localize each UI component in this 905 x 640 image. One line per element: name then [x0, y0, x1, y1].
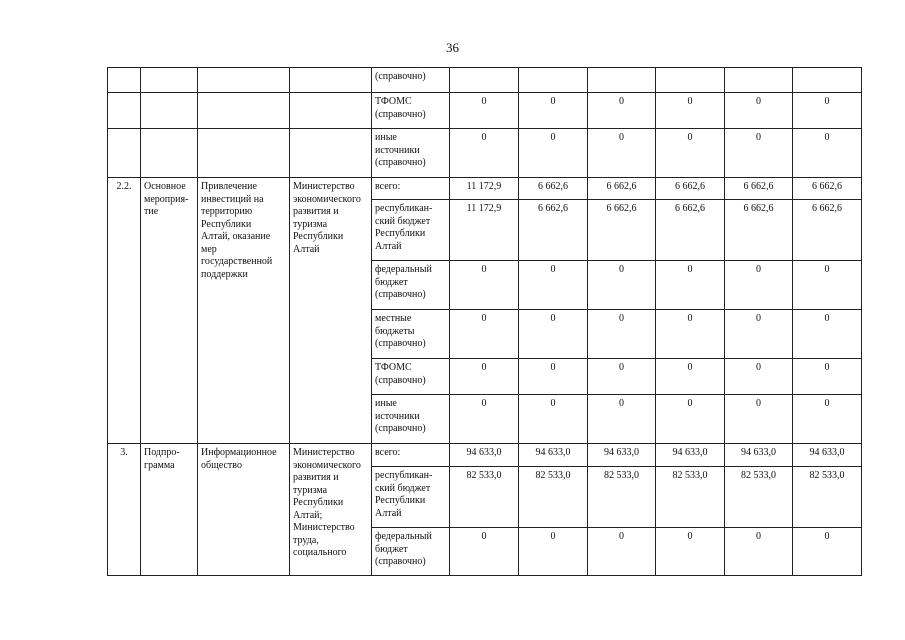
- value-cell: [588, 68, 656, 93]
- value-cell: 0: [519, 395, 588, 444]
- value-cell: 0: [588, 528, 656, 576]
- value-cell: 0: [725, 359, 793, 395]
- value-cell: 0: [793, 359, 862, 395]
- value-cell: 0: [588, 261, 656, 310]
- table-row: [108, 68, 862, 93]
- value-cell: [656, 68, 725, 93]
- empty-cell: [290, 129, 372, 178]
- empty-cell: [290, 68, 372, 93]
- value-cell: 0: [519, 129, 588, 178]
- value-cell: 0: [656, 93, 725, 129]
- value-cell: 11 172,9: [450, 200, 519, 261]
- budget-table: [107, 67, 862, 576]
- value-cell: 94 633,0: [656, 444, 725, 467]
- value-cell: 6 662,6: [725, 200, 793, 261]
- source-cell: федеральный бюджет (справочно): [372, 528, 450, 576]
- value-cell: 0: [656, 395, 725, 444]
- value-cell: 6 662,6: [793, 200, 862, 261]
- value-cell: 0: [519, 93, 588, 129]
- source-cell: федеральный бюджет (справочно): [372, 261, 450, 310]
- table-row: [108, 444, 862, 467]
- table-row: [108, 178, 862, 200]
- value-cell: 0: [450, 395, 519, 444]
- value-cell: 94 633,0: [588, 444, 656, 467]
- empty-cell: [108, 68, 141, 93]
- value-cell: 0: [519, 359, 588, 395]
- value-cell: 6 662,6: [519, 200, 588, 261]
- value-cell: 0: [519, 261, 588, 310]
- source-cell: всего:: [372, 444, 450, 467]
- empty-cell: [290, 93, 372, 129]
- source-cell: всего:: [372, 178, 450, 200]
- value-cell: [450, 68, 519, 93]
- table-body: [108, 68, 862, 576]
- value-cell: 6 662,6: [656, 200, 725, 261]
- value-cell: 0: [450, 528, 519, 576]
- empty-cell: [198, 93, 290, 129]
- value-cell: 0: [588, 129, 656, 178]
- value-cell: 0: [519, 528, 588, 576]
- value-cell: 0: [588, 93, 656, 129]
- value-cell: 0: [588, 395, 656, 444]
- empty-cell: [108, 129, 141, 178]
- empty-cell: [198, 68, 290, 93]
- empty-cell: [108, 93, 141, 129]
- value-cell: 0: [656, 310, 725, 359]
- item-number-cell: 2.2.: [108, 178, 141, 444]
- value-cell: 82 533,0: [588, 467, 656, 528]
- value-cell: 0: [725, 395, 793, 444]
- value-cell: 0: [588, 359, 656, 395]
- value-cell: 6 662,6: [519, 178, 588, 200]
- empty-cell: [141, 93, 198, 129]
- value-cell: 94 633,0: [793, 444, 862, 467]
- empty-cell: [141, 68, 198, 93]
- source-cell: ТФОМС (справочно): [372, 93, 450, 129]
- value-cell: 0: [656, 129, 725, 178]
- value-cell: 82 533,0: [725, 467, 793, 528]
- value-cell: 0: [725, 93, 793, 129]
- value-cell: 0: [450, 129, 519, 178]
- source-cell: ТФОМС (справочно): [372, 359, 450, 395]
- value-cell: 0: [656, 359, 725, 395]
- value-cell: 0: [793, 395, 862, 444]
- item-number-cell: 3.: [108, 444, 141, 576]
- source-cell: иные источники (справочно): [372, 395, 450, 444]
- value-cell: 0: [725, 528, 793, 576]
- source-cell: иные источники (справочно): [372, 129, 450, 178]
- value-cell: 0: [588, 310, 656, 359]
- value-cell: 0: [450, 93, 519, 129]
- value-cell: 6 662,6: [725, 178, 793, 200]
- value-cell: [519, 68, 588, 93]
- source-cell: республикан- ский бюджет Республики Алтай: [372, 467, 450, 528]
- value-cell: [725, 68, 793, 93]
- executor-cell: Министерство экономического развития и туризма Республики Алтай: [290, 178, 372, 444]
- executor-cell: Министерство экономического развития и туризма Республики Алтай; Министерство труда, социального: [290, 444, 372, 576]
- value-cell: 6 662,6: [588, 200, 656, 261]
- empty-cell: [198, 129, 290, 178]
- value-cell: 94 633,0: [450, 444, 519, 467]
- table-row: [108, 129, 862, 178]
- value-cell: 0: [793, 310, 862, 359]
- value-cell: 6 662,6: [656, 178, 725, 200]
- value-cell: 0: [450, 261, 519, 310]
- item-kind-cell: Подпро- грамма: [141, 444, 198, 576]
- value-cell: 0: [793, 528, 862, 576]
- item-name-cell: Информационное общество: [198, 444, 290, 576]
- value-cell: 11 172,9: [450, 178, 519, 200]
- page-number: 36: [446, 40, 459, 55]
- value-cell: 6 662,6: [588, 178, 656, 200]
- value-cell: 94 633,0: [519, 444, 588, 467]
- value-cell: [793, 68, 862, 93]
- value-cell: 0: [725, 261, 793, 310]
- source-cell: республикан- ский бюджет Республики Алтай: [372, 200, 450, 261]
- item-kind-cell: Основное мероприя- тие: [141, 178, 198, 444]
- value-cell: 0: [793, 261, 862, 310]
- value-cell: 94 633,0: [725, 444, 793, 467]
- value-cell: 6 662,6: [793, 178, 862, 200]
- value-cell: 0: [725, 310, 793, 359]
- value-cell: 82 533,0: [656, 467, 725, 528]
- value-cell: 0: [519, 310, 588, 359]
- value-cell: 0: [450, 310, 519, 359]
- value-cell: 0: [793, 129, 862, 178]
- value-cell: 0: [450, 359, 519, 395]
- value-cell: 0: [793, 93, 862, 129]
- empty-cell: [141, 129, 198, 178]
- value-cell: 82 533,0: [519, 467, 588, 528]
- value-cell: 82 533,0: [450, 467, 519, 528]
- value-cell: 0: [656, 528, 725, 576]
- value-cell: 82 533,0: [793, 467, 862, 528]
- source-cell: (справочно): [372, 68, 450, 93]
- value-cell: 0: [656, 261, 725, 310]
- item-name-cell: Привлечение инвестиций на территорию Республики Алтай, оказание мер государственной поддержки: [198, 178, 290, 444]
- source-cell: местные бюджеты (справочно): [372, 310, 450, 359]
- table-row: [108, 93, 862, 129]
- value-cell: 0: [725, 129, 793, 178]
